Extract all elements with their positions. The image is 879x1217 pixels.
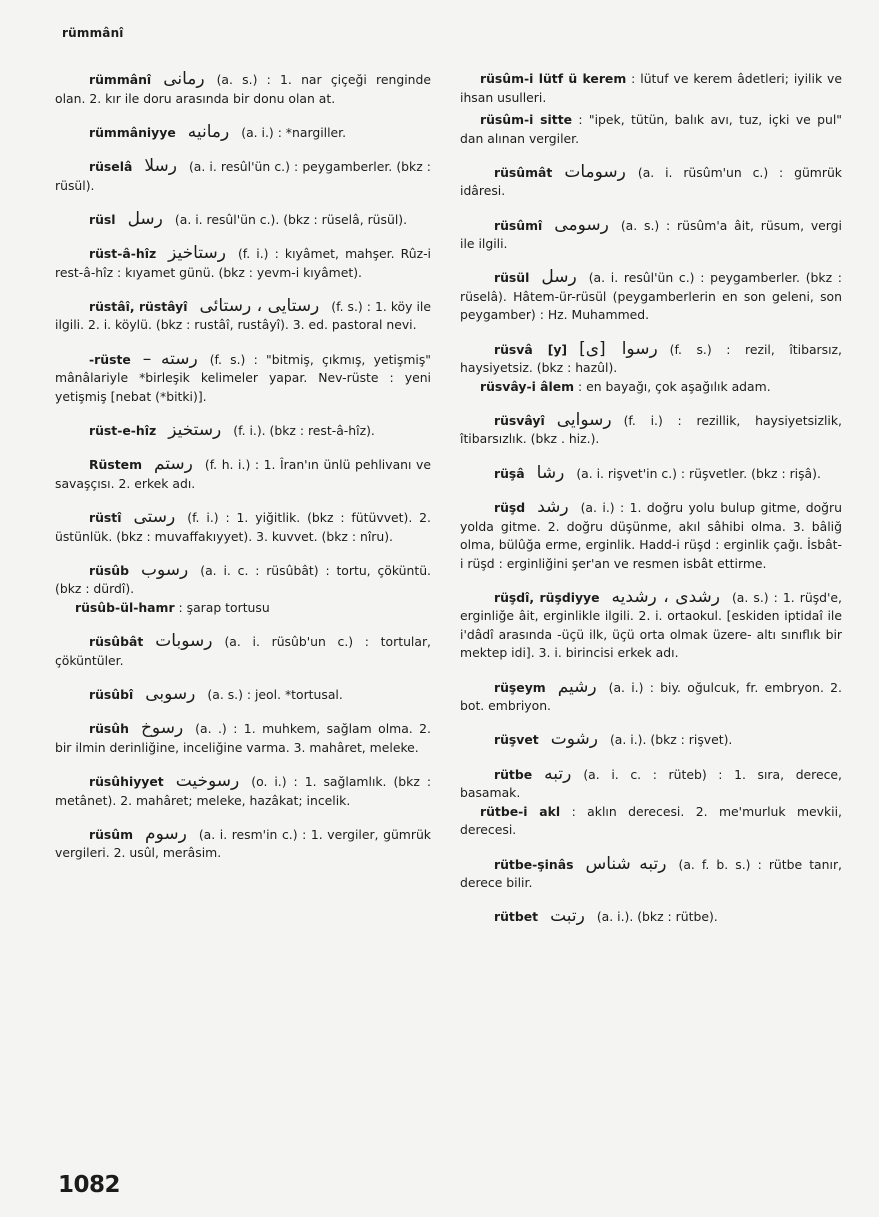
- headword: rüşd: [494, 500, 526, 516]
- arabic-script: رشيم: [557, 676, 597, 697]
- definition: (f. i.). (bkz : rest-â-hîz).: [233, 423, 375, 439]
- headword: rüstî: [89, 510, 122, 526]
- arabic-script: رسوا [ى]: [579, 338, 658, 359]
- definition: (a. i. rişvet'in c.) : rüşvetler. (bkz : rişâ).: [576, 465, 821, 481]
- headword: rüsül: [494, 270, 530, 286]
- headword: rüşvet: [494, 732, 539, 748]
- headword: -rüste: [89, 351, 131, 367]
- arabic-script: رشا: [536, 462, 565, 483]
- sub-entry: [55, 599, 431, 618]
- definition: (a. i. rüsûb'un c.) : tortular, çöküntüler.: [55, 634, 431, 668]
- headword: rüst-â-hîz: [89, 246, 157, 262]
- running-head: rümmânî: [62, 26, 124, 40]
- arabic-script: رسوم: [145, 823, 187, 844]
- dictionary-entry: [55, 297, 431, 335]
- dictionary-entry: [460, 464, 842, 484]
- definition: (a. i.) : biy. oğulcuk, fr. embryon. 2. bot. embriyon.: [460, 679, 842, 714]
- definition: (f. s.) : "bitmiş, çıkmış, yetişmiş" mânâlariyle *birleşik kelimeler yapar. Nev-rüste : yeni yetişmiş [nebat (*bitki)].: [55, 351, 431, 404]
- definition: (o. i.) : 1. sağlamlık. (bkz : metânet). 2. mahâret; meleke, hazâkat; incelik.: [55, 774, 431, 808]
- headword: rüsûmî: [494, 217, 543, 233]
- dictionary-entry: [55, 210, 431, 230]
- sub-entry: [460, 111, 842, 148]
- arabic-script: رسوبات: [155, 631, 213, 652]
- arabic-script: رتبه شناس: [585, 853, 667, 874]
- dictionary-entry: [55, 244, 431, 282]
- dictionary-entry: [460, 907, 842, 927]
- sub-entry: [460, 378, 842, 397]
- arabic-script: رمانى: [163, 69, 205, 89]
- definition: (a. s.) : rüsûm'a âit, rüsum, vergi ile ilgili.: [460, 217, 842, 252]
- headword: rüst-e-hîz: [89, 423, 157, 439]
- arabic-script: رسوخيت: [175, 771, 240, 792]
- headword: rüsûh: [89, 721, 129, 737]
- sub-headword: rüsvây-i âlem: [480, 378, 575, 394]
- arabic-script: رستى: [133, 507, 176, 528]
- dictionary-entry: [55, 508, 431, 546]
- dictionary-entry: [460, 268, 842, 325]
- headword: rüsvâ [y]: [494, 341, 568, 357]
- definition: (a. i. resûl'ün c.). (bkz : rüselâ, rüsül).: [174, 211, 408, 227]
- arabic-script: رستاخيز: [168, 243, 226, 264]
- sub-definition: : "ipek, tütün, balık avı, tuz, içki ve pul" dan alınan vergiler.: [460, 112, 842, 146]
- sub-headword: rütbe-i akl: [480, 803, 561, 819]
- headword: rüsl: [89, 211, 116, 227]
- definition: (f. i.) : kıyâmet, mahşer. Rûz-i rest-â-hîz : kıyamet günü. (bkz : yevm-i kıyâmet).: [55, 246, 431, 280]
- definition: (f. i.) : rezillik, haysiyetsizlik, îtibarsızlık. (bkz . hiz.).: [460, 412, 842, 447]
- headword: rüselâ: [89, 159, 133, 175]
- dictionary-entry: [55, 685, 431, 705]
- arabic-script: رتبه: [544, 763, 572, 784]
- definition: (a. s.) : 1. nar çiçeği renginde olan. 2. kır ile doru arasında bir donu olan at.: [55, 72, 431, 106]
- sub-definition: : aklın derecesi. 2. me'murluk mevkii, derecesi.: [460, 803, 842, 838]
- arabic-script: رستايى ، رستائى: [199, 295, 320, 316]
- arabic-script: رستم: [153, 454, 193, 475]
- definition: (a. f. b. s.) : rütbe tanır, derece bilir.: [460, 856, 842, 891]
- dictionary-entry: [55, 157, 431, 195]
- dictionary-entry: [460, 163, 842, 201]
- sub-headword: rüsûm-i sitte: [480, 112, 573, 127]
- dictionary-entry: [460, 498, 842, 573]
- definition: (a. .) : 1. muhkem, sağlam olma. 2. bir ilmin derinliğine, inceliğine varma. 3. mahâret, meleke.: [55, 721, 431, 755]
- dictionary-entry: [55, 350, 431, 407]
- sub-definition: : şarap tortusu: [178, 599, 270, 615]
- dictionary-entry: [460, 855, 842, 893]
- dictionary-entry: [460, 678, 842, 716]
- headword: rüsûmât: [494, 164, 553, 180]
- arabic-script: رسوخ: [140, 718, 184, 739]
- page-number: 1082: [58, 1172, 121, 1198]
- dictionary-entry: [460, 730, 842, 750]
- dictionary-entry: [55, 455, 431, 493]
- definition: (a. s.) : 1. rüşd'e, erginliğe âit, erginlikle ilgili. 2. i. ortaokul. [eskiden iptidaî ile i'dâdî arasında -üçü ilk, üçü orta olmak üzere- altı sınıflık bir mektep idi]. 3. i. birincisi erkek adı.: [460, 589, 842, 661]
- dictionary-entry: [55, 561, 431, 618]
- headword: rüsûm: [89, 826, 134, 842]
- definition: (a. i.) : *nargiller.: [241, 124, 347, 140]
- definition: (f. s.) : 1. köy ile ilgili. 2. i. köylü. (bkz : rustâî, rustâyî). 3. ed. pastoral nevi.: [55, 298, 431, 333]
- dictionary-entry: [55, 825, 431, 863]
- arabic-script: رشدى ، رشديه: [611, 586, 720, 607]
- dictionary-entry: [55, 421, 431, 441]
- definition: (a. i. c. : rüsûbât) : tortu, çöküntü. (bkz : dürdî).: [55, 562, 431, 597]
- arabic-script: رسته –: [142, 348, 198, 369]
- dictionary-entry: [460, 765, 842, 840]
- arabic-script: رسل: [127, 208, 163, 229]
- arabic-script: رسوب: [141, 559, 189, 580]
- dictionary-entry: [55, 719, 431, 757]
- definition: (a. i.) : 1. doğru yolu bulup gitme, doğru yolda gitme. 2. doğru düşünme, akıl sâhibi olma. 3. bâliğ olma, bülûğa erme, erginlik. Hadd-i rüşd : erginlik çağı. İsbât-i rüşd : erginliğini şer'an ve resmen isbât ettirme.: [460, 500, 842, 571]
- definition: (a. i. resûl'ün c.) : peygamberler. (bkz : rüselâ). Hâtem-ür-rüsül (peygamberlerin en son geleni, son peygamber) : Hz. Muhammed.: [460, 270, 842, 323]
- arabic-script: رشد: [537, 497, 569, 518]
- dictionary-entry: [55, 772, 431, 810]
- sub-definition: : en bayağı, çok aşağılık adam.: [578, 378, 771, 394]
- headword: rüsûbât: [89, 634, 144, 650]
- headword: rüstâî, rüstâyî: [89, 298, 188, 314]
- headword: rüsûb: [89, 562, 129, 578]
- headword: rüsûbî: [89, 687, 134, 703]
- dictionary-entry: [55, 632, 431, 670]
- arabic-script: رشوت: [550, 729, 598, 750]
- sub-definition: : lütuf ve kerem âdetleri; iyilik ve ihsan usulleri.: [460, 71, 842, 105]
- arabic-script: رسومى: [554, 214, 609, 235]
- sub-entry: [460, 70, 842, 107]
- dictionary-entry: [55, 70, 431, 108]
- definition: (a. i.). (bkz : rişvet).: [609, 732, 733, 748]
- headword: rümmâniyye: [89, 124, 176, 140]
- definition: (a. i. resm'in c.) : 1. vergiler, gümrük vergileri. 2. usûl, merâsim.: [55, 826, 431, 861]
- headword: rüsûhiyyet: [89, 774, 164, 790]
- arabic-script: رسومات: [564, 161, 626, 182]
- headword: rümmânî: [89, 72, 152, 87]
- arabic-script: رتبت: [550, 906, 585, 927]
- sub-headword: rüsûb-ül-hamr: [75, 599, 175, 615]
- left-column: [55, 70, 431, 878]
- definition: (f. s.) : rezil, îtibarsız, haysiyetsiz. (bkz : hazûl).: [460, 341, 842, 376]
- headword: rütbe: [494, 766, 533, 782]
- dictionary-entry: [460, 588, 842, 663]
- dictionary-entry: [55, 123, 431, 143]
- arabic-script: رسل: [541, 267, 577, 288]
- sub-entry: [460, 803, 842, 840]
- headword: rüşeym: [494, 679, 546, 695]
- definition: (a. i. c. : rüteb) : 1. sıra, derece, basamak.: [460, 766, 842, 801]
- right-column: [460, 70, 842, 942]
- sub-headword: rüsûm-i lütf ü kerem: [480, 71, 627, 86]
- definition: (a. s.) : jeol. *tortusal.: [207, 687, 343, 703]
- definition: (f. h. i.) : 1. Îran'ın ünlü pehlivanı ve savaşçısı. 2. erkek adı.: [55, 457, 431, 491]
- definition: (a. i.). (bkz : rütbe).: [596, 909, 718, 925]
- arabic-script: رمانيه: [187, 121, 230, 142]
- headword: rütbet: [494, 909, 539, 925]
- headword: rütbe-şinâs: [494, 856, 574, 872]
- headword: rüşdî, rüşdiyye: [494, 589, 600, 605]
- dictionary-entry: [460, 340, 842, 397]
- headword: Rüstem: [89, 457, 142, 473]
- dictionary-entry: [460, 411, 842, 449]
- arabic-script: رسوبى: [145, 684, 196, 705]
- arabic-script: رستخيز: [168, 420, 222, 441]
- definition: (f. i.) : 1. yiğitlik. (bkz : fütüvvet). 2. üstünlük. (bkz : muvaffakıyyet). 3. kuvvet. (bkz : nîru).: [55, 510, 431, 544]
- dictionary-entry: [460, 216, 842, 254]
- arabic-script: رسلا: [144, 156, 177, 177]
- headword: rüşâ: [494, 465, 525, 481]
- headword: rüsvâyî: [494, 412, 545, 428]
- definition: (a. i. rüsûm'un c.) : gümrük idâresi.: [460, 164, 842, 199]
- arabic-script: رسوايى: [556, 409, 612, 430]
- definition: (a. i. resûl'ün c.) : peygamberler. (bkz : rüsül).: [55, 159, 431, 193]
